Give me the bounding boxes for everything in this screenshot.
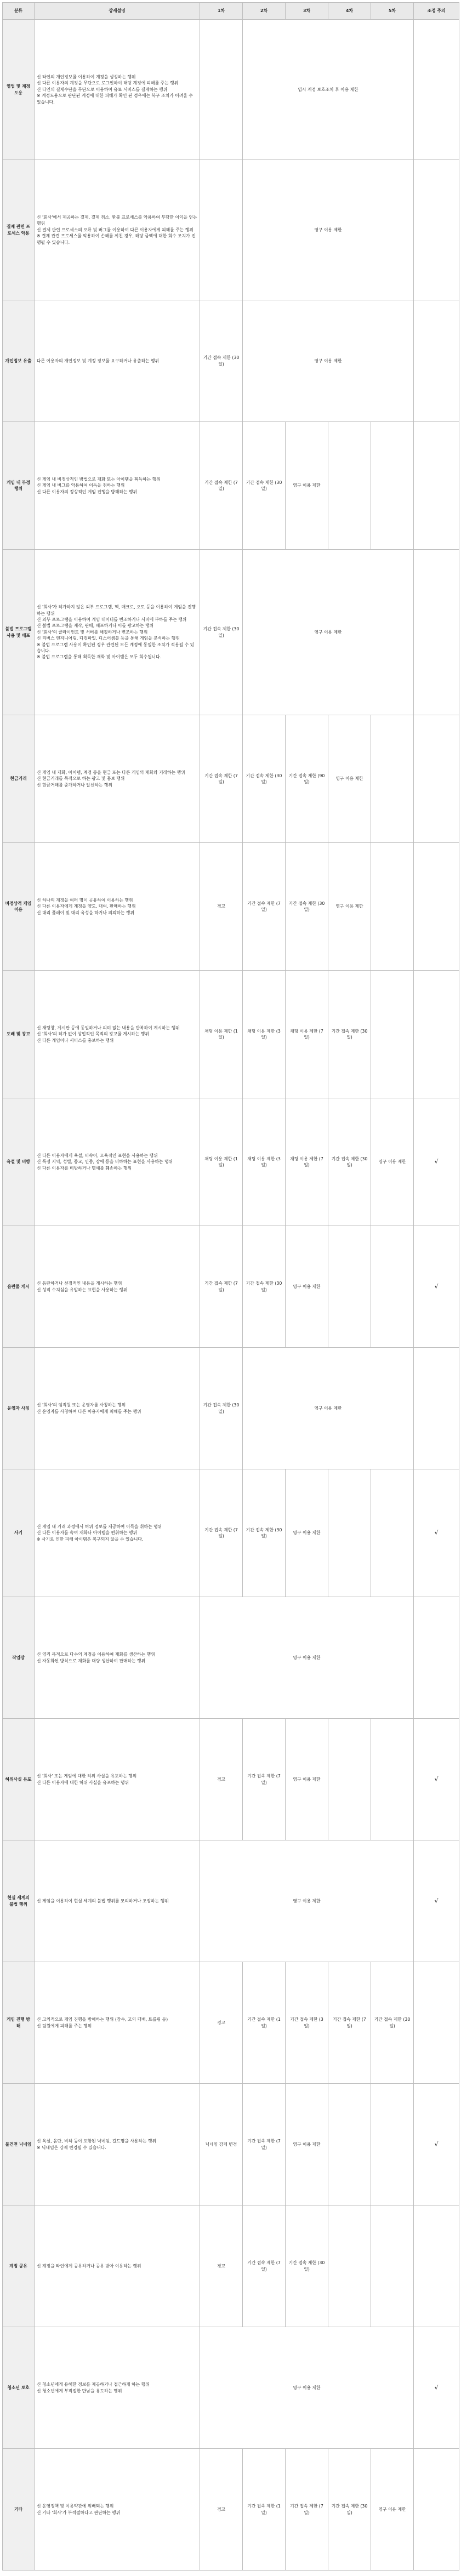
description-cell (35, 715, 200, 843)
sanction-step-1: 기간 접속 제한 (30일) (200, 550, 243, 715)
sanction-step-3: 기간 접속 제한 (3일) (286, 1962, 328, 2084)
sanction-step-1: 채팅 이용 제한 (1일) (200, 1098, 243, 1226)
caution-check-cell (414, 300, 459, 422)
caution-check-cell: √ (414, 2084, 459, 2205)
description-line: 신 현금거래를 목적으로 하는 광고 및 홍보 행위 (37, 776, 125, 782)
description-line: 신 다른 이용자에게 욕설, 비속어, 모욕적인 표현을 사용하는 행위 (37, 1153, 158, 1158)
category-cell: 허위사실 유포 (3, 1719, 35, 1840)
sanction-step-1: 경고 (200, 843, 243, 971)
description-line: ※ 사기로 인한 피해 아이템은 복구되지 않을 수 있습니다. (37, 1536, 144, 1542)
description-line: 신 '회사'의 클라이언트 및 서버를 해킹하거나 변조하는 행위 (37, 629, 148, 635)
header-category: 분류 (3, 3, 35, 20)
description-line: 신 운영정책 및 이용약관에 위배되는 행위 (37, 2504, 114, 2509)
sanction-step-3: 영구 이용 제한 (286, 422, 328, 550)
description-line: 신 '회사'의 임직원 또는 운영자를 사칭하는 행위 (37, 1403, 126, 1408)
table-header-row (3, 3, 459, 20)
category-cell: 영업 및 계정도용 (3, 20, 35, 160)
sanction-step-1: 채팅 이용 제한 (1일) (200, 971, 243, 1098)
category-cell: 불법 프로그램 사용 및 배포 (3, 550, 35, 715)
description-line: 신 '회사'에서 제공하는 결제, 결제 취소, 환불 프로세스를 악용하여 부당한 이익을 얻는 행위 (37, 214, 197, 226)
description-line: 신 외부 프로그램을 이용하여 게임 데이터를 변조하거나 서버에 부하를 주는 행위 (37, 617, 187, 622)
sanction-step-4 (328, 2205, 371, 2327)
caution-check-cell (414, 422, 459, 550)
sanction-step-3: 기간 접속 제한 (30일) (286, 843, 328, 971)
description-line: 신 다른 이용자의 계정을 무단으로 로그인하여 해당 계정에 피해를 주는 행위 (37, 81, 179, 86)
sanction-step-5 (371, 2205, 414, 2327)
sanction-step-1: 기간 접속 제한 (7일) (200, 1469, 243, 1597)
description-line: 신 욕설, 음란, 비하 등이 포함된 닉네임, 길드명을 사용하는 행위 (37, 2139, 157, 2144)
description-line: 신 청소년에게 유해한 정보를 제공하거나 접근하게 하는 행위 (37, 2382, 150, 2387)
sanction-step-4 (328, 422, 371, 550)
table-row (3, 1348, 459, 1469)
caution-check-cell (414, 843, 459, 971)
description-line: 신 '회사'가 허가하지 않은 외부 프로그램, 핵, 매크로, 오토 등을 이용하여 게임을 진행하는 행위 (37, 605, 196, 616)
description-cell (35, 971, 200, 1098)
category-cell: 현금거래 (3, 715, 35, 843)
category-cell: 불건전 닉네임 (3, 2084, 35, 2205)
sanction-step-2: 채팅 이용 제한 (3일) (243, 1098, 286, 1226)
sanction-step-2: 영구 이용 제한 (243, 550, 414, 715)
table-row (3, 843, 459, 971)
description-line: 신 게임 내 거래 과정에서 허위 정보를 제공하여 이득을 취하는 행위 (37, 1524, 162, 1529)
table-row (3, 2084, 459, 2205)
caution-check-cell: √ (414, 1098, 459, 1226)
header-step-1: 1차 (200, 3, 243, 20)
description-cell (35, 422, 200, 550)
sanction-step-5: 영구 이용 제한 (371, 2449, 414, 2571)
description-line: 신 영리 목적으로 다수의 계정을 이용하여 재화를 생산하는 행위 (37, 1652, 155, 1657)
description-line: 신 '회사'의 허가 없이 상업적인 목적의 광고를 게시하는 행위 (37, 1031, 149, 1037)
sanction-step-4 (328, 1719, 371, 1840)
sanction-step-4: 영구 이용 제한 (328, 843, 371, 971)
category-cell: 비정상적 게임 이용 (3, 843, 35, 971)
category-cell: 계정 공유 (3, 2205, 35, 2327)
description-cell (35, 550, 200, 715)
category-cell: 결제 관련 프로세스 악용 (3, 160, 35, 300)
sanction-step-5 (371, 843, 414, 971)
sanction-step-5: 영구 이용 제한 (371, 1098, 414, 1226)
category-cell: 도배 및 광고 (3, 971, 35, 1098)
caution-check-cell (414, 715, 459, 843)
table-row (3, 160, 459, 300)
caution-check-cell (414, 2205, 459, 2327)
sanction-step-3: 영구 이용 제한 (286, 1226, 328, 1348)
table-row (3, 1840, 459, 1962)
description-line: 신 성적 수치심을 유발하는 표현을 사용하는 행위 (37, 1287, 128, 1292)
description-line: 신 게임 내 재화, 아이템, 계정 등을 현금 또는 다른 게임의 재화와 거래하는 행위 (37, 770, 185, 775)
header-description: 상세설명 (35, 3, 200, 20)
category-cell: 작업장 (3, 1597, 35, 1719)
table-row (3, 1226, 459, 1348)
sanction-step-1: 영구 이용 제한 (200, 1840, 414, 1962)
description-line: 신 하나의 계정을 여러 명이 공유하여 이용하는 행위 (37, 897, 133, 903)
table-row (3, 2205, 459, 2327)
caution-check-cell (414, 20, 459, 160)
sanction-policy-table (2, 2, 459, 2571)
category-cell: 청소년 보호 (3, 2327, 35, 2449)
caution-check-cell (414, 971, 459, 1098)
sanction-step-5: 기간 접속 제한 (30일) (371, 1962, 414, 2084)
table-row (3, 971, 459, 1098)
table-row (3, 715, 459, 843)
table-row (3, 300, 459, 422)
category-cell: 게임 진행 방해 (3, 1962, 35, 2084)
description-cell (35, 2205, 200, 2327)
description-cell (35, 20, 200, 160)
description-line: 신 고의적으로 게임 진행을 방해하는 행위 (잠수, 고의 패배, 트롤링 등) (37, 2017, 168, 2022)
sanction-step-5 (371, 971, 414, 1098)
sanction-step-4: 영구 이용 제한 (328, 715, 371, 843)
sanction-step-3: 기간 접속 제한 (90일) (286, 715, 328, 843)
sanction-step-5 (371, 2084, 414, 2205)
category-cell: 기타 (3, 2449, 35, 2571)
sanction-step-5 (371, 1469, 414, 1597)
sanction-step-2: 영구 이용 제한 (243, 300, 414, 422)
caution-check-cell: √ (414, 1226, 459, 1348)
description-cell (35, 1719, 200, 1840)
description-line: 신 다른 이용자에게 계정을 양도, 대여, 판매하는 행위 (37, 904, 136, 909)
sanction-step-2: 기간 접속 제한 (1일) (243, 2449, 286, 2571)
sanction-step-2: 기간 접속 제한 (7일) (243, 2084, 286, 2205)
description-cell (35, 1098, 200, 1226)
caution-check-cell (414, 1962, 459, 2084)
caution-check-cell (414, 2449, 459, 2571)
description-cell (35, 843, 200, 971)
sanction-step-3: 영구 이용 제한 (286, 1469, 328, 1597)
description-line: 신 음란하거나 선정적인 내용을 게시하는 행위 (37, 1281, 122, 1286)
sanction-step-2: 영구 이용 제한 (243, 1348, 414, 1469)
sanction-step-1 (200, 160, 243, 300)
sanction-step-3: 영구 이용 제한 (286, 1719, 328, 1840)
description-line: 신 게임 내 버그를 악용하여 이득을 취하는 행위 (37, 483, 125, 488)
header-step-3: 3차 (286, 3, 328, 20)
description-line: 신 리버스 엔지니어링, 디컴파일, 디스어셈블 등을 통해 게임을 분석하는 행위 (37, 636, 180, 641)
description-line: ※ 계정도용으로 판단된 계정에 대한 피해가 확인 된 경우에는 복구 조치가 어려울 수 있습니다. (37, 93, 193, 105)
sanction-step-3: 채팅 이용 제한 (7일) (286, 971, 328, 1098)
header-caution: 조정 주의 (414, 3, 459, 20)
description-line: 신 결제 관련 프로세스의 오류 및 버그를 이용하여 다른 이용자에게 피해를 주는 행위 (37, 227, 193, 232)
sanction-step-1: 경고 (200, 2449, 243, 2571)
sanction-step-4: 기간 접속 제한 (30일) (328, 1098, 371, 1226)
table-row (3, 1098, 459, 1226)
sanction-step-2: 영구 이용 제한 (243, 160, 414, 300)
description-line: 신 게임을 이용하여 현실 세계의 불법 행위를 모의하거나 조장하는 행위 (37, 1898, 169, 1903)
table-row (3, 1719, 459, 1840)
description-line: 신 채팅창, 게시판 등에 동일하거나 의미 없는 내용을 반복하여 게시하는 행위 (37, 1025, 180, 1030)
table-row (3, 550, 459, 715)
sanction-step-2: 기간 접속 제한 (7일) (243, 2205, 286, 2327)
table-row (3, 1469, 459, 1597)
description-line: 신 '회사' 또는 게임에 대한 허위 사실을 유포하는 행위 (37, 1774, 137, 1779)
description-line: 신 대리 플레이 및 대리 육성을 하거나 의뢰하는 행위 (37, 910, 134, 915)
description-cell (35, 2449, 200, 2571)
description-cell (35, 1348, 200, 1469)
description-cell (35, 1840, 200, 1962)
caution-check-cell: √ (414, 1719, 459, 1840)
description-line: 신 현금거래를 중개하거나 알선하는 행위 (37, 782, 112, 788)
table-row (3, 422, 459, 550)
sanction-step-2: 기간 접속 제한 (30일) (243, 422, 286, 550)
sanction-step-2: 기간 접속 제한 (7일) (243, 843, 286, 971)
sanction-step-5 (371, 715, 414, 843)
sanction-step-3: 채팅 이용 제한 (7일) (286, 1098, 328, 1226)
sanction-step-4 (328, 1469, 371, 1597)
description-line: 신 청소년에게 부적절한 만남을 유도하는 행위 (37, 2388, 122, 2393)
description-cell (35, 1226, 200, 1348)
sanction-step-3: 기간 접속 제한 (30일) (286, 2205, 328, 2327)
description-line: 신 다른 이용자를 속여 재화나 아이템을 편취하는 행위 (37, 1530, 138, 1536)
category-cell: 게임 내 부정행위 (3, 422, 35, 550)
description-line: 신 다른 게임이나 서비스를 홍보하는 행위 (37, 1038, 114, 1043)
caution-check-cell (414, 160, 459, 300)
description-line: 신 자동화된 방식으로 재화를 대량 생산하여 판매하는 행위 (37, 1658, 146, 1663)
sanction-step-5 (371, 422, 414, 550)
sanction-step-1: 기간 접속 제한 (7일) (200, 715, 243, 843)
description-cell (35, 2327, 200, 2449)
description-cell (35, 160, 200, 300)
description-line: 다른 이용자의 개인정보 및 계정 정보를 요구하거나 유출하는 행위 (37, 358, 160, 363)
sanction-step-2: 기간 접속 제한 (30일) (243, 1469, 286, 1597)
sanction-step-1 (200, 20, 243, 160)
description-cell (35, 1962, 200, 2084)
description-line: 신 계정을 타인에게 공유하거나 공유 받아 이용하는 행위 (37, 2263, 141, 2269)
table-body (3, 20, 459, 2571)
category-cell: 현실 세계의 불법 행위 (3, 1840, 35, 1962)
description-line: 신 불법 프로그램을 제작, 판매, 배포하거나 이를 광고하는 행위 (37, 623, 154, 629)
sanction-step-2: 채팅 이용 제한 (3일) (243, 971, 286, 1098)
sanction-step-1: 영구 이용 제한 (200, 1597, 414, 1719)
sanction-step-1: 영구 이용 제한 (200, 2327, 414, 2449)
table-row (3, 1962, 459, 2084)
description-line: 신 타인의 결제수단을 무단으로 이용하여 유료 서비스를 결제하는 행위 (37, 87, 168, 92)
sanction-step-3: 기간 접속 제한 (7일) (286, 2449, 328, 2571)
sanction-step-5 (371, 1226, 414, 1348)
sanction-step-4 (328, 2084, 371, 2205)
category-cell: 사기 (3, 1469, 35, 1597)
description-cell (35, 300, 200, 422)
category-cell: 음란물 게시 (3, 1226, 35, 1348)
sanction-step-2: 기간 접속 제한 (30일) (243, 715, 286, 843)
sanction-step-2: 기간 접속 제한 (7일) (243, 1719, 286, 1840)
description-line: 신 운영자를 사칭하여 다른 이용자에게 피해를 주는 행위 (37, 1409, 141, 1414)
table-row (3, 2327, 459, 2449)
caution-check-cell (414, 1597, 459, 1719)
sanction-step-4: 기간 접속 제한 (30일) (328, 2449, 371, 2571)
sanction-step-1: 경고 (200, 1719, 243, 1840)
sanction-step-1: 기간 접속 제한 (30일) (200, 300, 243, 422)
sanction-step-1: 경고 (200, 1962, 243, 2084)
sanction-step-1: 경고 (200, 2205, 243, 2327)
caution-check-cell: √ (414, 1469, 459, 1597)
sanction-step-1: 기간 접속 제한 (7일) (200, 422, 243, 550)
description-line: ※ 불법 프로그램을 통해 획득한 재화 및 아이템은 모두 회수됩니다. (37, 654, 162, 660)
caution-check-cell (414, 1348, 459, 1469)
caution-check-cell: √ (414, 1840, 459, 1962)
sanction-step-3: 영구 이용 제한 (286, 2084, 328, 2205)
sanction-step-5 (371, 1719, 414, 1840)
table-row (3, 2449, 459, 2571)
header-step-5: 5차 (371, 3, 414, 20)
description-cell (35, 1469, 200, 1597)
sanction-step-2: 기간 접속 제한 (1일) (243, 1962, 286, 2084)
header-step-4: 4차 (328, 3, 371, 20)
description-line: 신 타인의 개인정보를 이용하여 계정을 생성하는 행위 (37, 74, 136, 79)
description-cell (35, 2084, 200, 2205)
policy-table-container (2, 2, 459, 2571)
description-line: ※ 결제 관련 프로세스를 악용하여 손해를 끼친 경우, 해당 금액에 대한 회수 조치가 진행될 수 있습니다. (37, 233, 196, 245)
description-line: 신 팀원에게 피해를 주는 행위 (37, 2023, 92, 2028)
sanction-step-1: 기간 접속 제한 (7일) (200, 1226, 243, 1348)
description-line: 신 특정 지역, 성별, 종교, 인종, 장애 등을 비하하는 표현을 사용하는 행위 (37, 1159, 173, 1165)
category-cell: 개인정보 유출 (3, 300, 35, 422)
sanction-step-1: 닉네임 강제 변경 (200, 2084, 243, 2205)
header-step-2: 2차 (243, 3, 286, 20)
sanction-step-2: 임시 계정 보호조치 후 이용 제한 (243, 20, 414, 160)
description-line: 신 다른 이용자의 정상적인 게임 진행을 방해하는 행위 (37, 489, 138, 494)
category-cell: 욕설 및 비방 (3, 1098, 35, 1226)
table-row (3, 20, 459, 160)
sanction-step-4 (328, 1226, 371, 1348)
description-line: 신 다른 이용자에 대한 허위 사실을 유포하는 행위 (37, 1780, 129, 1785)
table-row (3, 1597, 459, 1719)
description-line: ※ 불법 프로그램 사용이 확인된 경우 관련된 모든 계정에 동일한 조치가 적용될 수 있습니다. (37, 642, 195, 654)
caution-check-cell (414, 550, 459, 715)
description-line: ※ 닉네임은 강제 변경될 수 있습니다. (37, 2145, 106, 2150)
sanction-step-2: 기간 접속 제한 (30일) (243, 1226, 286, 1348)
sanction-step-4: 기간 접속 제한 (7일) (328, 1962, 371, 2084)
description-line: 신 기타 '회사'가 부적절하다고 판단하는 행위 (37, 2510, 121, 2515)
description-line: 신 다른 이용자를 비방하거나 명예를 훼손하는 행위 (37, 1165, 132, 1171)
description-cell (35, 1597, 200, 1719)
caution-check-cell: √ (414, 2327, 459, 2449)
category-cell: 운영자 사칭 (3, 1348, 35, 1469)
sanction-step-1: 기간 접속 제한 (30일) (200, 1348, 243, 1469)
description-line: 신 게임 내 비정상적인 방법으로 재화 또는 아이템을 획득하는 행위 (37, 476, 161, 482)
sanction-step-4: 기간 접속 제한 (30일) (328, 971, 371, 1098)
